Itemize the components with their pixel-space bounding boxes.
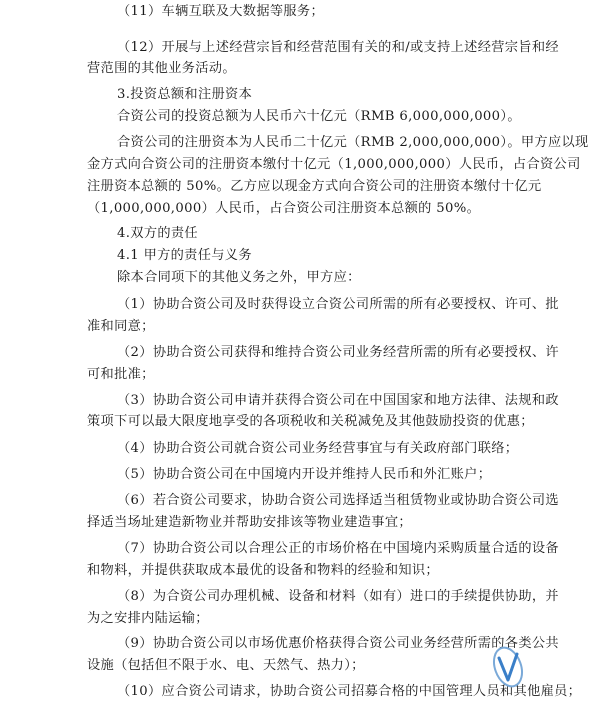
text-line: 可和批准； bbox=[87, 367, 155, 382]
text-line: 合资公司的投资总额为人民币六十亿元（RMB 6,000,000,000）。 bbox=[117, 109, 521, 124]
text-line: （1,000,000,000）人民币，占合资公司注册资本总额的 50%。 bbox=[87, 201, 481, 216]
text-line: （1）协助合资公司及时获得设立合资公司所需的所有必要授权、许可、批 bbox=[117, 297, 559, 312]
text-line: （3）协助合资公司申请并获得合资公司在中国国家和地方法律、法规和政 bbox=[117, 393, 559, 408]
text-line: 注册资本总额的 50%。乙方应以现金方式向合资公司的注册资本缴付十亿元 bbox=[87, 179, 542, 194]
text-line: （9）协助合资公司以市场优惠价格获得合资公司业务经营所需的各类公共 bbox=[117, 636, 559, 651]
text-line: 营范围的其他业务活动。 bbox=[87, 61, 236, 76]
ev-logo-icon bbox=[491, 644, 525, 690]
text-line: 合资公司的注册资本为人民币二十亿元（RMB 2,000,000,000）。甲方应以现 bbox=[117, 135, 589, 150]
text-line: 除本合同项下的其他义务之外，甲方应： bbox=[117, 270, 361, 285]
text-line: 择适当场址建造新物业并帮助安排该等物业建造事宜； bbox=[87, 515, 412, 530]
text-line: （10）应合资公司请求，协助合资公司招募合格的中国管理人员和其他雇员； bbox=[117, 684, 582, 699]
text-line: 和物料，并提供获取成本最优的设备和物料的经验和知识； bbox=[87, 563, 439, 578]
text-line: 设施（包括但不限于水、电、天然气、热力）； bbox=[87, 658, 365, 673]
ev-watermark-logo bbox=[491, 642, 583, 694]
text-line: 4.1 甲方的责任与义务 bbox=[117, 248, 252, 263]
text-line: 3.投资总额和注册资本 bbox=[117, 87, 253, 102]
text-line: 金方式向合资公司的注册资本缴付十亿元（1,000,000,000）人民币，占合资公司 bbox=[87, 157, 581, 172]
text-line: （8）为合资公司办理机械、设备和材料（如有）进口的手续提供协助，并 bbox=[117, 589, 559, 604]
text-line: （2）协助合资公司获得和维持合资公司业务经营所需的所有必要授权、许 bbox=[117, 345, 559, 360]
text-line: （4）协助合资公司就合资公司业务经营事宜与有关政府部门联络； bbox=[117, 441, 519, 456]
text-line: （11）车辆互联及大数据等服务； bbox=[117, 4, 325, 19]
text-line: （7）协助合资公司以合理公正的市场价格在中国境内采购质量合适的设备 bbox=[117, 541, 559, 556]
text-line: （12）开展与上述经营宗旨和经营范围有关的和/或支持上述经营宗旨和经 bbox=[117, 40, 559, 55]
text-line: 为之安排内陆运输； bbox=[87, 611, 209, 626]
text-line: 准和同意； bbox=[87, 319, 155, 334]
text-line: 策项下可以最大限度地享受的各项税收和关税减免及其他鼓励投资的优惠； bbox=[87, 414, 534, 429]
text-line: 4.双方的责任 bbox=[117, 226, 198, 241]
text-line: （5）协助合资公司在中国境内开设并维持人民币和外汇账户； bbox=[117, 467, 492, 482]
text-line: （6）若合资公司要求，协助合资公司选择适当租赁物业或协助合资公司选 bbox=[117, 493, 559, 508]
